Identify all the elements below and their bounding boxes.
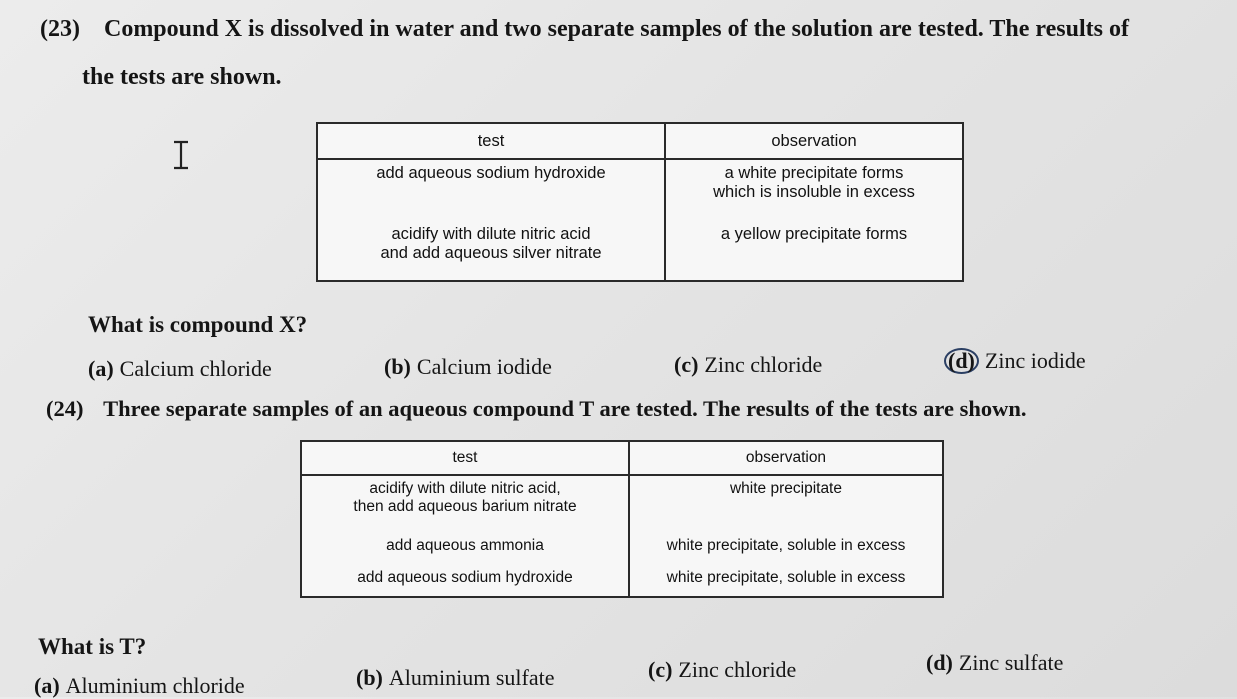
q24-row2-observation	[629, 533, 943, 565]
option-letter: (c)	[648, 657, 673, 682]
q24-row1-test	[301, 475, 629, 533]
cell-line: add aqueous sodium hydroxide	[357, 569, 573, 586]
q24-number: (24)	[46, 396, 84, 421]
q23-row1-test	[317, 159, 665, 221]
q24-header-observation: observation	[629, 441, 943, 475]
text-cursor-icon	[170, 140, 192, 170]
cell-line: acidify with dilute nitric acid,	[369, 480, 561, 497]
option-letter: (b)	[356, 665, 383, 690]
option-letter: (b)	[384, 354, 411, 379]
option-text: Zinc chloride	[678, 657, 797, 682]
q24-option-a[interactable]	[34, 673, 245, 699]
option-text: Calcium iodide	[416, 354, 552, 379]
table-row	[301, 475, 943, 533]
option-letter: (d)	[926, 650, 953, 675]
q23-row1-observation	[665, 159, 963, 221]
q24-option-d[interactable]	[926, 650, 1063, 676]
q23-option-d[interactable]	[944, 348, 1086, 374]
q23-header-test: test	[317, 123, 665, 159]
cell-line: which is insoluble in excess	[713, 183, 915, 201]
q24-row2-test	[301, 533, 629, 565]
q23-row2-observation	[665, 221, 963, 281]
cell-line: add aqueous ammonia	[386, 537, 544, 554]
cell-line: a white precipitate forms	[724, 164, 904, 182]
q23-table	[316, 122, 964, 282]
q23-table-header-row	[317, 123, 963, 159]
q24-question: What is T?	[38, 634, 147, 659]
table-row	[301, 565, 943, 597]
q23-stem-line1: Compound X is dissolved in water and two separate samples of the solution are tested. The results of	[103, 16, 1129, 42]
option-text: Aluminium sulfate	[388, 665, 555, 690]
cell-line: white precipitate, soluble in excess	[666, 537, 906, 554]
option-letter-circled: (d)	[944, 348, 979, 374]
q24-table-header-row	[301, 441, 943, 475]
q23-header-observation: observation	[665, 123, 963, 159]
cell-line: then add aqueous barium nitrate	[353, 498, 577, 515]
cell-line: white precipitate	[729, 480, 842, 497]
q23-question: What is compound X?	[88, 312, 308, 337]
q23-stem	[40, 16, 1129, 43]
option-text: Zinc chloride	[704, 352, 823, 377]
cell-line: and add aqueous silver nitrate	[380, 244, 602, 262]
q24-option-c[interactable]	[648, 657, 796, 683]
option-text: Zinc sulfate	[958, 650, 1064, 675]
option-text: Zinc iodide	[984, 348, 1086, 373]
q23-row2-test	[317, 221, 665, 281]
q23-number: (23)	[40, 16, 80, 42]
q24-table	[300, 440, 944, 598]
option-text: Aluminium chloride	[65, 673, 245, 698]
q23-option-b[interactable]	[384, 354, 552, 380]
q24-stem-text: Three separate samples of an aqueous compound T are tested. The results of the tests are shown.	[103, 396, 1027, 421]
table-row	[301, 533, 943, 565]
cell-line: acidify with dilute nitric acid	[391, 225, 591, 243]
cell-line: add aqueous sodium hydroxide	[376, 164, 606, 182]
option-text: Calcium chloride	[119, 356, 272, 381]
q23-option-a[interactable]	[88, 356, 272, 382]
q24-row3-observation	[629, 565, 943, 597]
table-row	[317, 159, 963, 221]
q24-header-test: test	[301, 441, 629, 475]
q24-stem	[46, 396, 1027, 422]
q23-option-c[interactable]	[674, 352, 822, 378]
option-letter: (a)	[88, 356, 114, 381]
option-letter: (a)	[34, 673, 60, 698]
option-letter: (c)	[674, 352, 699, 377]
cell-line: a yellow precipitate forms	[720, 225, 908, 243]
cell-line: white precipitate, soluble in excess	[666, 569, 906, 586]
q24-option-b[interactable]	[356, 665, 554, 691]
q24-row3-test	[301, 565, 629, 597]
table-row	[317, 221, 963, 281]
q24-row1-observation	[629, 475, 943, 533]
q23-stem-line2: the tests are shown.	[82, 64, 282, 90]
